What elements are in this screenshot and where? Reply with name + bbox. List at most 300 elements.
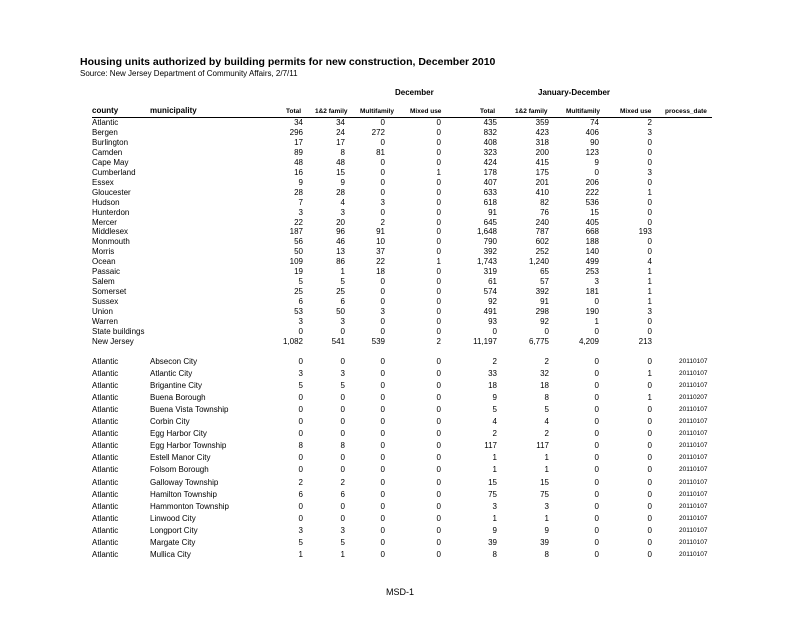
process-date-cell: 20110107 [679, 382, 708, 390]
yr-mixed-use-cell: 0 [647, 537, 652, 547]
dec-multifamily-cell: 272 [371, 127, 385, 137]
county-row [0, 277, 800, 287]
dec-mixed-use-cell: 0 [436, 441, 441, 451]
dec-1-2-family-cell: 0 [340, 465, 345, 475]
yr-mixed-use-cell: 0 [647, 147, 652, 157]
municipality-name: Hammonton Township [150, 501, 230, 511]
dec-multifamily-cell: 37 [376, 247, 385, 257]
dec-1-2-family-cell: 25 [336, 287, 345, 297]
yr-1-2-family-cell: 602 [535, 237, 549, 247]
yr-mixed-use-cell: 1 [647, 277, 652, 287]
dec-multifamily-cell: 0 [380, 477, 385, 487]
municipality-row [0, 405, 800, 415]
county-row [0, 178, 800, 188]
municipality-name: Egg Harbor Township [150, 441, 227, 451]
county-name: Passaic [92, 267, 121, 277]
yr-mixed-use-cell: 0 [647, 429, 652, 439]
column-header-dec-mixed-use: Mixed use [410, 108, 442, 115]
yr-multifamily-cell: 0 [594, 501, 599, 511]
dec-1-2-family-cell: 5 [340, 381, 345, 391]
process-date-cell: 20110107 [679, 418, 708, 426]
yr-multifamily-cell: 0 [594, 465, 599, 475]
yr-multifamily-cell: 0 [594, 369, 599, 379]
dec-mixed-use-cell: 0 [436, 157, 441, 167]
yr-mixed-use-cell: 0 [647, 453, 652, 463]
dec-1-2-family-cell: 86 [336, 257, 345, 267]
yr-multifamily-cell: 3 [594, 277, 599, 287]
yr-mixed-use-cell: 0 [647, 137, 652, 147]
yr-1-2-family-cell: 2 [544, 357, 549, 366]
yr-multifamily-cell: 0 [594, 393, 599, 403]
yr-mixed-use-cell: 0 [647, 217, 652, 227]
dec-multifamily-cell: 0 [380, 489, 385, 499]
yr-mixed-use-cell: 0 [647, 247, 652, 257]
dec-mixed-use-cell: 0 [436, 381, 441, 391]
municipality-name: Estell Manor City [150, 453, 211, 463]
county-row [0, 118, 800, 128]
county-name: Atlantic [92, 381, 119, 391]
dec-mixed-use-cell: 0 [436, 127, 441, 137]
yr-total-cell: 1 [492, 453, 497, 463]
yr-1-2-family-cell: 65 [540, 267, 549, 277]
yr-mixed-use-cell: 1 [647, 287, 652, 297]
dec-mixed-use-cell: 0 [436, 417, 441, 427]
dec-mixed-use-cell: 0 [436, 297, 441, 307]
municipality-name: Brigantine City [150, 381, 203, 391]
dec-1-2-family-cell: 24 [336, 127, 345, 137]
yr-total-cell: 645 [483, 217, 497, 227]
yr-total-cell: 3 [492, 501, 497, 511]
dec-1-2-family-cell: 96 [336, 227, 345, 237]
dec-total-cell: 50 [294, 247, 303, 257]
dec-multifamily-cell: 0 [380, 537, 385, 547]
yr-total-cell: 18 [488, 381, 497, 391]
column-header-yr-total: Total [480, 108, 496, 115]
dec-multifamily-cell: 3 [380, 197, 385, 207]
dec-multifamily-cell: 0 [380, 177, 385, 187]
municipality-name: Egg Harbor City [150, 429, 207, 439]
dec-mixed-use-cell: 0 [436, 227, 441, 237]
yr-multifamily-cell: 499 [585, 257, 599, 267]
yr-mixed-use-cell: 3 [647, 167, 652, 177]
dec-multifamily-cell: 0 [380, 429, 385, 439]
dec-mixed-use-cell: 0 [436, 237, 441, 247]
county-name: Atlantic [92, 525, 119, 535]
dec-total-cell: 187 [289, 227, 303, 237]
group-header-december: December [395, 88, 434, 97]
municipality-row [0, 429, 800, 439]
dec-total-cell: 0 [298, 453, 303, 463]
dec-1-2-family-cell: 6 [340, 297, 345, 307]
county-name: Atlantic [92, 453, 119, 463]
municipality-row [0, 502, 800, 512]
yr-total-cell: 832 [483, 127, 497, 137]
dec-total-cell: 8 [298, 441, 303, 451]
yr-1-2-family-cell: 1 [544, 453, 549, 463]
yr-multifamily-cell: 74 [590, 118, 599, 127]
yr-mixed-use-cell: 0 [647, 237, 652, 247]
dec-mixed-use-cell: 0 [436, 277, 441, 287]
yr-multifamily-cell: 123 [585, 147, 599, 157]
yr-mixed-use-cell: 0 [647, 381, 652, 391]
dec-multifamily-cell: 0 [380, 453, 385, 463]
yr-mixed-use-cell: 3 [647, 127, 652, 137]
dec-multifamily-cell: 81 [376, 147, 385, 157]
dec-total-cell: 16 [294, 167, 303, 177]
yr-1-2-family-cell: 201 [535, 177, 549, 187]
yr-mixed-use-cell: 0 [647, 501, 652, 511]
yr-multifamily-cell: 406 [585, 127, 599, 137]
dec-1-2-family-cell: 2 [340, 477, 345, 487]
county-row [0, 307, 800, 317]
county-name: Atlantic [92, 489, 119, 499]
yr-mixed-use-cell: 1 [647, 297, 652, 307]
dec-multifamily-cell: 0 [380, 187, 385, 197]
process-date-cell: 20110207 [679, 394, 708, 402]
county-row [0, 188, 800, 198]
dec-total-cell: 28 [294, 187, 303, 197]
yr-mixed-use-cell: 0 [647, 489, 652, 499]
county-name: State buildings [92, 326, 145, 336]
yr-1-2-family-cell: 6,775 [528, 336, 549, 346]
dec-total-cell: 5 [298, 381, 303, 391]
yr-total-cell: 92 [488, 297, 497, 307]
county-name: Ocean [92, 257, 116, 267]
yr-total-cell: 2 [492, 357, 497, 366]
dec-total-cell: 9 [298, 177, 303, 187]
dec-total-cell: 6 [298, 489, 303, 499]
dec-total-cell: 296 [289, 127, 303, 137]
dec-multifamily-cell: 0 [380, 549, 385, 559]
yr-total-cell: 15 [488, 477, 497, 487]
yr-multifamily-cell: 0 [594, 326, 599, 336]
yr-total-cell: 435 [483, 118, 497, 127]
dec-1-2-family-cell: 13 [336, 247, 345, 257]
dec-total-cell: 34 [294, 118, 303, 127]
yr-1-2-family-cell: 76 [540, 207, 549, 217]
dec-multifamily-cell: 0 [380, 326, 385, 336]
yr-1-2-family-cell: 4 [544, 417, 549, 427]
dec-multifamily-cell: 0 [380, 157, 385, 167]
yr-mixed-use-cell: 0 [647, 197, 652, 207]
county-name: Atlantic [92, 465, 119, 475]
yr-1-2-family-cell: 92 [540, 317, 549, 326]
dec-multifamily-cell: 0 [380, 381, 385, 391]
yr-multifamily-cell: 9 [594, 157, 599, 167]
group-header-january-december: January-December [538, 88, 611, 97]
municipality-row [0, 453, 800, 463]
yr-mixed-use-cell: 0 [647, 207, 652, 217]
yr-total-cell: 9 [492, 393, 497, 403]
county-name: Somerset [92, 287, 127, 297]
dec-1-2-family-cell: 3 [340, 369, 345, 379]
county-row [0, 267, 800, 277]
dec-total-cell: 0 [298, 357, 303, 366]
dec-mixed-use-cell: 0 [436, 549, 441, 559]
yr-total-cell: 93 [488, 317, 497, 326]
yr-1-2-family-cell: 117 [536, 441, 549, 451]
dec-1-2-family-cell: 0 [340, 326, 345, 336]
dec-mixed-use-cell: 0 [436, 197, 441, 207]
dec-mixed-use-cell: 0 [436, 118, 441, 127]
dec-mixed-use-cell: 0 [436, 537, 441, 547]
process-date-cell: 20110107 [679, 454, 708, 462]
yr-1-2-family-cell: 9 [544, 525, 549, 535]
yr-multifamily-cell: 0 [594, 357, 599, 366]
county-row [0, 128, 800, 138]
dec-mixed-use-cell: 1 [436, 167, 441, 177]
dec-mixed-use-cell: 0 [436, 317, 441, 326]
yr-total-cell: 39 [488, 537, 497, 547]
dec-1-2-family-cell: 8 [340, 147, 345, 157]
yr-multifamily-cell: 0 [594, 477, 599, 487]
yr-multifamily-cell: 253 [585, 267, 599, 277]
process-date-cell: 20110107 [679, 466, 708, 474]
yr-multifamily-cell: 140 [585, 247, 599, 257]
county-name: New Jersey [92, 336, 134, 346]
dec-mixed-use-cell: 0 [436, 326, 441, 336]
dec-multifamily-cell: 0 [380, 525, 385, 535]
dec-mixed-use-cell: 0 [436, 307, 441, 317]
yr-multifamily-cell: 190 [585, 307, 599, 317]
dec-multifamily-cell: 0 [380, 137, 385, 147]
municipality-name: Buena Borough [150, 393, 206, 403]
yr-multifamily-cell: 0 [594, 167, 599, 177]
column-header-dec-1-2-family: 1&2 family [315, 108, 348, 115]
dec-total-cell: 56 [294, 237, 303, 247]
dec-total-cell: 0 [298, 326, 303, 336]
yr-1-2-family-cell: 0 [544, 326, 549, 336]
process-date-cell: 20110107 [679, 538, 708, 546]
county-name: Atlantic [92, 429, 119, 439]
yr-mixed-use-cell: 0 [647, 177, 652, 187]
yr-total-cell: 1 [492, 513, 497, 523]
dec-total-cell: 3 [298, 369, 303, 379]
column-header-yr-1-2-family: 1&2 family [515, 108, 548, 115]
yr-1-2-family-cell: 298 [535, 307, 549, 317]
yr-1-2-family-cell: 3 [544, 501, 549, 511]
yr-total-cell: 1,743 [476, 257, 497, 267]
dec-total-cell: 5 [298, 537, 303, 547]
column-header-yr-mixed-use: Mixed use [620, 108, 652, 115]
yr-multifamily-cell: 4,209 [578, 336, 599, 346]
yr-multifamily-cell: 405 [585, 217, 599, 227]
dec-total-cell: 48 [294, 157, 303, 167]
dec-1-2-family-cell: 0 [340, 417, 345, 427]
yr-multifamily-cell: 0 [594, 441, 599, 451]
county-row [0, 237, 800, 247]
yr-1-2-family-cell: 2 [544, 429, 549, 439]
county-name: Union [92, 307, 113, 317]
yr-total-cell: 91 [488, 207, 497, 217]
dec-1-2-family-cell: 20 [336, 217, 345, 227]
yr-mixed-use-cell: 0 [647, 477, 652, 487]
yr-mixed-use-cell: 0 [647, 513, 652, 523]
dec-multifamily-cell: 0 [380, 441, 385, 451]
dec-total-cell: 0 [298, 417, 303, 427]
process-date-cell: 20110107 [679, 514, 708, 522]
municipality-name: Buena Vista Township [150, 405, 229, 415]
yr-1-2-family-cell: 5 [544, 405, 549, 415]
county-name: Warren [92, 317, 118, 326]
dec-1-2-family-cell: 1 [340, 267, 345, 277]
yr-mixed-use-cell: 0 [647, 326, 652, 336]
dec-mixed-use-cell: 0 [436, 369, 441, 379]
municipality-row [0, 526, 800, 536]
county-row [0, 317, 800, 327]
dec-1-2-family-cell: 28 [336, 187, 345, 197]
county-row [0, 257, 800, 267]
dec-mixed-use-cell: 0 [436, 207, 441, 217]
dec-total-cell: 0 [298, 393, 303, 403]
yr-multifamily-cell: 206 [585, 177, 599, 187]
dec-mixed-use-cell: 2 [436, 336, 441, 346]
dec-total-cell: 25 [294, 287, 303, 297]
yr-1-2-family-cell: 1,240 [528, 257, 549, 267]
yr-total-cell: 1 [492, 465, 497, 475]
yr-multifamily-cell: 0 [594, 381, 599, 391]
county-row [0, 218, 800, 228]
yr-mixed-use-cell: 0 [647, 441, 652, 451]
yr-1-2-family-cell: 175 [535, 167, 549, 177]
dec-total-cell: 17 [294, 137, 303, 147]
yr-mixed-use-cell: 0 [647, 525, 652, 535]
dec-total-cell: 0 [298, 465, 303, 475]
process-date-cell: 20110107 [679, 430, 708, 438]
county-row [0, 148, 800, 158]
dec-multifamily-cell: 0 [380, 357, 385, 366]
yr-1-2-family-cell: 91 [540, 297, 549, 307]
county-name: Mercer [92, 217, 117, 227]
dec-mixed-use-cell: 0 [436, 513, 441, 523]
county-name: Atlantic [92, 537, 119, 547]
yr-mixed-use-cell: 193 [638, 227, 652, 237]
process-date-cell: 20110107 [679, 490, 708, 498]
yr-total-cell: 8 [492, 549, 497, 559]
yr-total-cell: 61 [488, 277, 497, 287]
county-row [0, 168, 800, 178]
dec-multifamily-cell: 10 [376, 237, 385, 247]
county-row [0, 198, 800, 208]
dec-multifamily-cell: 0 [380, 317, 385, 326]
municipality-row [0, 465, 800, 475]
dec-1-2-family-cell: 0 [340, 501, 345, 511]
municipality-name: Galloway Township [150, 477, 219, 487]
process-date-cell: 20110107 [679, 370, 708, 378]
yr-multifamily-cell: 0 [594, 429, 599, 439]
yr-total-cell: 392 [483, 247, 497, 257]
yr-multifamily-cell: 0 [594, 417, 599, 427]
yr-total-cell: 424 [483, 157, 497, 167]
dec-total-cell: 0 [298, 513, 303, 523]
dec-mixed-use-cell: 0 [436, 247, 441, 257]
county-name: Atlantic [92, 118, 119, 127]
county-name: Hunterdon [92, 207, 130, 217]
dec-1-2-family-cell: 48 [336, 157, 345, 167]
dec-mixed-use-cell: 0 [436, 489, 441, 499]
municipality-row [0, 369, 800, 379]
source-note: Source: New Jersey Department of Community Affairs, 2/7/11 [80, 69, 298, 78]
dec-mixed-use-cell: 0 [436, 217, 441, 227]
yr-multifamily-cell: 536 [585, 197, 599, 207]
dec-1-2-family-cell: 0 [340, 357, 345, 366]
yr-multifamily-cell: 0 [594, 537, 599, 547]
dec-total-cell: 3 [298, 525, 303, 535]
dec-total-cell: 1 [298, 549, 303, 559]
county-row [0, 227, 800, 237]
county-name: Monmouth [92, 237, 130, 247]
process-date-cell: 20110107 [679, 526, 708, 534]
county-name: Sussex [92, 297, 119, 307]
yr-multifamily-cell: 0 [594, 453, 599, 463]
yr-total-cell: 117 [484, 441, 497, 451]
dec-total-cell: 3 [298, 207, 303, 217]
dec-total-cell: 6 [298, 297, 303, 307]
yr-total-cell: 4 [492, 417, 497, 427]
county-name: Middlesex [92, 227, 129, 237]
yr-mixed-use-cell: 0 [647, 317, 652, 326]
yr-mixed-use-cell: 4 [647, 257, 652, 267]
county-name: Atlantic [92, 405, 119, 415]
county-name: Hudson [92, 197, 120, 207]
column-header-dec-total: Total [286, 108, 302, 115]
column-header-dec-multifamily: Multifamily [360, 108, 394, 115]
yr-multifamily-cell: 0 [594, 513, 599, 523]
dec-multifamily-cell: 3 [380, 307, 385, 317]
dec-1-2-family-cell: 34 [336, 118, 345, 127]
yr-mixed-use-cell: 1 [647, 187, 652, 197]
yr-mixed-use-cell: 0 [647, 405, 652, 415]
process-date-cell: 20110107 [679, 442, 708, 450]
county-row [0, 158, 800, 168]
municipality-name: Margate City [150, 537, 196, 547]
municipality-row [0, 550, 800, 560]
county-name: Atlantic [92, 477, 119, 487]
dec-1-2-family-cell: 6 [340, 489, 345, 499]
dec-1-2-family-cell: 4 [340, 197, 345, 207]
dec-multifamily-cell: 0 [380, 207, 385, 217]
dec-multifamily-cell: 22 [376, 257, 385, 267]
yr-1-2-family-cell: 75 [540, 489, 549, 499]
county-row [0, 327, 800, 337]
county-name: Morris [92, 247, 115, 257]
dec-mixed-use-cell: 0 [436, 405, 441, 415]
yr-total-cell: 574 [483, 287, 497, 297]
dec-total-cell: 1,082 [282, 336, 303, 346]
yr-mixed-use-cell: 213 [638, 336, 652, 346]
yr-1-2-family-cell: 200 [535, 147, 549, 157]
county-row [0, 208, 800, 218]
yr-total-cell: 2 [492, 429, 497, 439]
process-date-cell: 20110107 [679, 406, 708, 414]
yr-1-2-family-cell: 57 [540, 277, 549, 287]
yr-total-cell: 408 [483, 137, 497, 147]
yr-total-cell: 9 [492, 525, 497, 535]
yr-total-cell: 407 [483, 177, 497, 187]
dec-multifamily-cell: 0 [380, 369, 385, 379]
dec-1-2-family-cell: 5 [340, 277, 345, 287]
yr-total-cell: 1,648 [476, 227, 497, 237]
dec-mixed-use-cell: 0 [436, 429, 441, 439]
yr-multifamily-cell: 0 [594, 489, 599, 499]
municipality-row [0, 417, 800, 427]
yr-1-2-family-cell: 82 [540, 197, 549, 207]
dec-multifamily-cell: 18 [376, 267, 385, 277]
municipality-row [0, 538, 800, 548]
dec-multifamily-cell: 0 [380, 287, 385, 297]
municipality-name: Longport City [150, 525, 198, 535]
yr-1-2-family-cell: 318 [535, 137, 549, 147]
